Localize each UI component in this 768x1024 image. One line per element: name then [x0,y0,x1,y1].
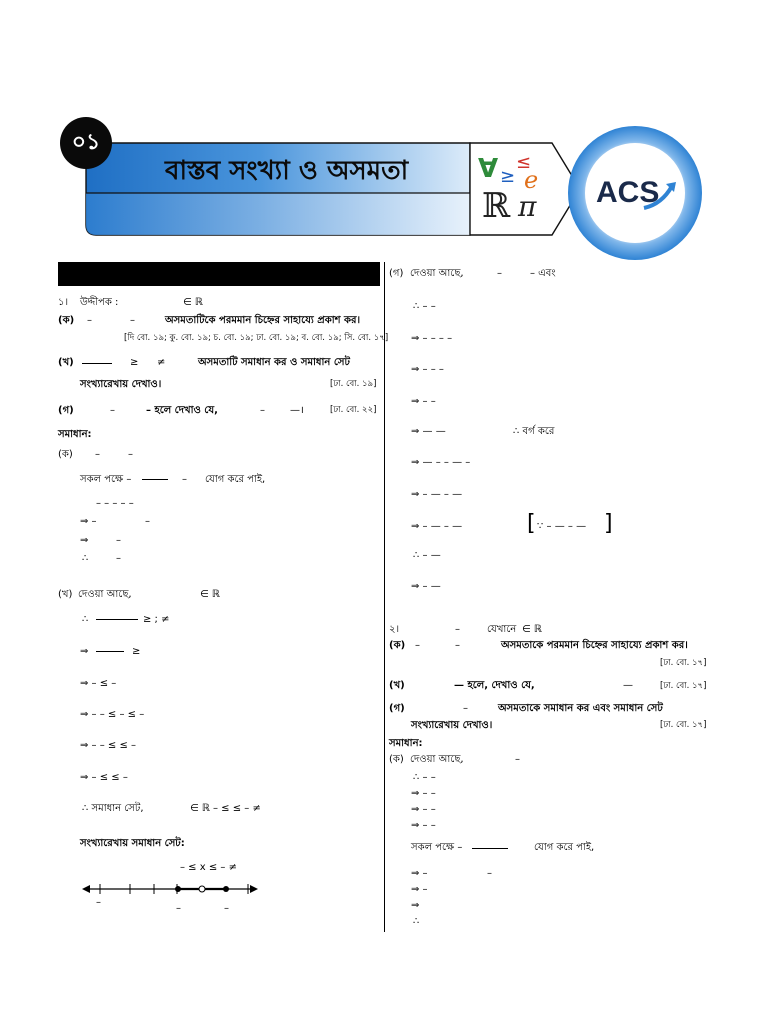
math-step: ⇒ – – – [411,364,444,375]
math-step: ⇒ – – [411,820,436,831]
question-text-cont: সংখ্যারেখায় দেখাও। [411,720,493,731]
math-sign: – [455,640,460,651]
question-text-cont: সংখ্যারেখায় দেখাও। [80,379,162,390]
le-symbol: ≤ [516,152,532,173]
question-text: অসমতাটি সমাধান কর ও সমাধান সেট [198,357,350,368]
step-note: ∴ বর্গ করে [513,426,555,437]
math-sign: – [128,449,133,460]
board-reference: [ঢা. বো. ১৭] [660,720,707,730]
step-text: সকল পক্ষে – [411,842,463,853]
chapter-number-badge: ০১ [60,117,112,169]
part-tag: (ক) [58,315,75,326]
math-step: ∴ – – [413,772,436,783]
column-divider [384,262,385,932]
math-step: ⇒ – – [411,804,436,815]
step-text: দেওয়া আছে, [78,589,132,600]
part-tag: (খ) [58,357,74,368]
math-sign: – [260,405,265,416]
math-step: ⇒ – – [411,396,436,407]
math-symbols-logo [470,146,570,236]
real-numbers-symbol: ℝ [482,186,511,226]
math-step: ⇒ – [411,868,428,879]
step-text: সকল পক্ষে – [80,474,132,485]
because-note: ∵ – — – — [537,521,587,532]
question-text: অসমতাকে পরমমান চিহ্নের সাহায্যে প্রকাশ কর। [501,640,688,651]
acs-brand-text: ACS [596,176,660,209]
math-sign: – [463,703,468,714]
solution-label: সমাধান: [58,429,92,440]
math-step: ⇒ – ≤ ≤ – [80,772,128,783]
math-step: ⇒ — — [411,426,446,437]
solution-set-label: ∴ সমাধান সেট, [82,803,144,814]
part-tag: (খ) [58,589,73,600]
math-step: ⇒ – — – — [411,521,463,532]
part-tag: (খ) [389,680,405,691]
part-tag: (গ) [58,405,74,416]
math-sign: – [130,315,135,326]
stem-label: উদ্দীপক : [80,297,119,308]
stem-expression: ∈ ℝ [522,624,542,635]
math-step: ⇒ – [80,516,97,527]
tick-label: – [176,903,181,914]
math-step: ⇒ – [411,884,428,895]
acs-logo [566,124,704,262]
part-tag: (গ) [389,703,405,714]
solution-label: সমাধান: [389,738,423,749]
number-line-expression: – ≤ x ≤ – ≠ [180,862,237,873]
tick-label: – [96,897,101,908]
math-step: ⇒ – ≤ – [80,678,117,689]
board-reference: [ঢা. বো. ১৭] [660,658,707,668]
step-text: দেওয়া আছে, [410,754,464,765]
stem-label: যেখানে [487,624,517,635]
math-step: ⇒ – – ≤ ≤ – [80,740,137,751]
chapter-title: বাস্তব সংখ্যা ও অসমতা [165,156,409,186]
therefore-sign: ∴ [82,614,89,625]
step-text: যোগ করে পাই, [534,842,595,853]
math-sign: – [415,640,420,651]
math-step: – – – – – [96,498,134,509]
step-text: যোগ করে পাই, [205,474,266,485]
math-sign: – [497,268,502,279]
part-tag: (ক) [389,754,404,765]
math-step: ⇒ – – ≤ – ≤ – [80,709,145,720]
board-reference: [দি বো. ১৯; কু. বো. ১৯; চ. বো. ১৯; ঢা. বো. ১৯; ব. বো. ১৯; সি. বো. ১৭] [124,333,389,343]
part-tag: (ক) [389,640,406,651]
math-sign: – [515,754,520,765]
math-step: ⇒ — – – — – [411,457,471,468]
board-reference: [ঢা. বো. ১৭] [660,681,707,691]
part-tag: (ক) [58,449,73,460]
question-text: – হলে দেখাও যে, [146,405,218,416]
math-step: ∴ – – [413,301,436,312]
math-sign: – [87,315,92,326]
math-sign: – [95,449,100,460]
math-step: ⇒ – – – – [411,333,453,344]
therefore-sign: ∴ [82,553,89,564]
number-line-label: সংখ্যারেখায় সমাধান সেট: [80,838,185,849]
math-sign: – [116,535,121,546]
question-text: — হলে, দেখাও যে, [454,680,535,691]
forall-symbol: ∀ [478,154,499,184]
question-text: অসমতাকে সমাধান কর এবং সমাধান সেট [498,703,663,714]
math-sign: – [145,516,150,527]
therefore-sign: ∴ [413,916,420,927]
math-sign: ≥ [130,357,139,368]
question-text: অসমতাটিকে পরমমান চিহ্নের সাহায্যে প্রকাশ কর। [165,315,361,326]
math-sign: ≥ [132,646,141,657]
question-number: ১। [58,297,69,308]
pi-symbol: π [518,190,537,223]
tick-label: – [224,903,229,914]
math-sign: — [623,680,633,691]
board-reference: [ঢা. বো. ১৯] [330,379,377,389]
e-symbol: e [524,166,539,194]
number-line [80,878,260,902]
math-step: ⇒ [80,646,89,657]
math-sign: – [455,624,460,635]
section-header-bar [58,262,380,286]
step-text: দেওয়া আছে, [410,268,464,279]
board-reference: [ঢা. বো. ২২] [330,405,377,415]
math-step: ⇒ – — [411,581,441,592]
math-step: ⇒ [411,900,420,911]
math-step: ⇒ [80,535,89,546]
ge-symbol: ≥ [500,166,516,187]
math-sign: – [487,868,492,879]
math-sign: – [116,553,121,564]
math-sign: – [182,474,187,485]
math-sign: – [110,405,115,416]
step-text: – এবং [530,268,556,279]
solution-set-expression: ∈ ℝ – ≤ ≤ – ≠ [190,803,261,814]
math-step: ≥ ; ≠ [143,614,170,625]
part-tag: (গ) [389,268,404,279]
math-sign: ≠ [157,357,166,368]
math-step: ⇒ – – [411,788,436,799]
stem-expression: ∈ ℝ [183,297,203,308]
question-number: ২। [389,624,400,635]
math-expression: ∈ ℝ [200,589,220,600]
math-step: ⇒ – — – — [411,489,463,500]
math-step: ∴ – — [413,550,441,561]
